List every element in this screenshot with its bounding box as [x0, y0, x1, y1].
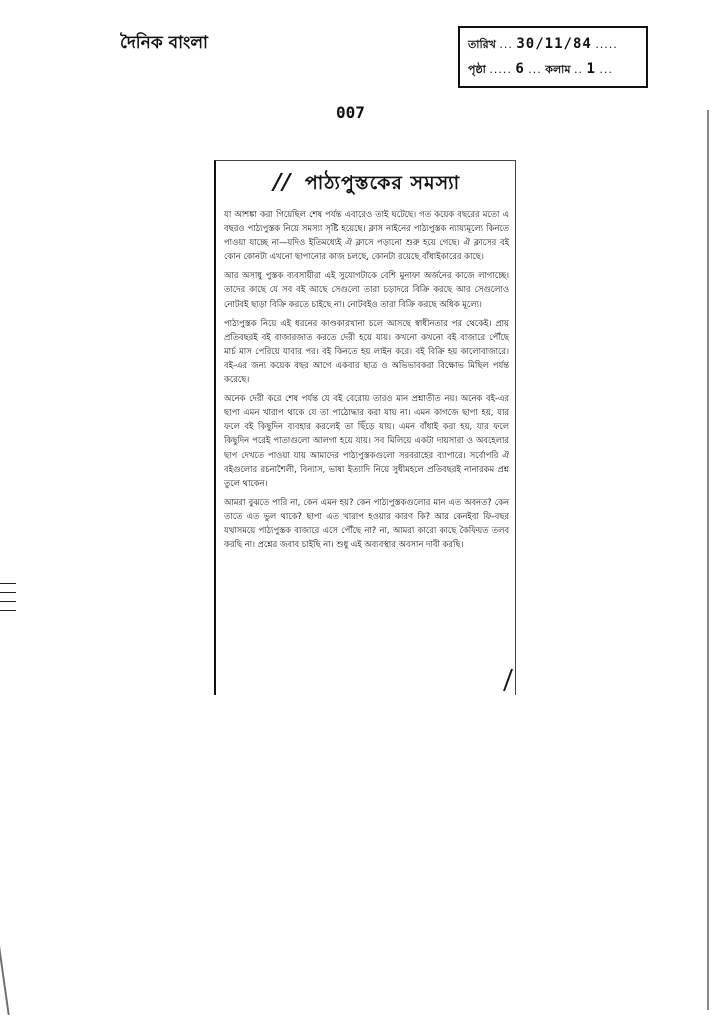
newspaper-name: দৈনিক বাংলা — [120, 33, 208, 53]
clipping-title-row — [224, 169, 509, 201]
clipping-paragraph-2: আর অসাধু পুস্তক ব্যবসায়ীরা এই সুযোগটাকে বেশি মুনাফা অর্জনের কাজে লাগাচ্ছে। তাদের কাছে যে সব বই আছে সেগুলো তারা চড়াদরে বিক্রি করছে আর সেগুলোও নোটবই ছাড়া বিক্রি করতে চাইছে না। নোটবইও তারা বিক্রি করছে অধিক মূল্যে। — [224, 270, 509, 309]
stamp-date-value: 30/11/84 — [516, 36, 592, 52]
stamp-date-row: তারিখ ... 30/11/84 ..... — [468, 36, 618, 52]
scan-edge-smudge — [0, 905, 24, 1015]
stamp-page-row: পৃষ্ঠা ..... 6 ... কলাম .. 1 ... — [468, 61, 613, 77]
newspaper-clipping — [214, 160, 516, 695]
title-slash-mark: // — [270, 170, 294, 195]
date-page-stamp — [458, 26, 648, 88]
stamp-column-label: কলাম — [545, 63, 571, 76]
archive-number: 007 — [336, 103, 365, 122]
stamp-column-value: 1 — [586, 61, 596, 77]
clipping-paragraph-4: অনেক দেরী করে শেষ পর্যন্ত যে বই বেরোয় তারও মান প্রশ্নাতীত নয়। অনেক বই-এর ছাপা এমন খারাপ থাকে যে তা পাঠোদ্ধার করা যায় না। এমন কাগজে ছাপা হয়, যার ফলে বই কিছুদিন ব্যবহার করলেই তা ছিঁড়ে যায়। এমন বাঁধাই করা হয়, যার ফলে কিছুদিন পরেই পাতাগুলো আলগা হয়ে যায়। সব মিলিয়ে একটা দায়সারা ও অবহেলার ছাপ দেখতে পাওয়া যায় আমাদের পাঠ্যপুস্তকগুলো সরবরাহের ব্যাপারে। সর্বোপরি ঐ বইগুলোর রচনাশৈলী, বিন্যাস, ভাষা ইত্যাদি নিয়ে সুধীমহলে প্রতিবছরই নানারকম প্রশ্ন তুলে থাকেন। — [224, 393, 509, 488]
stamp-page-label: পৃষ্ঠা — [468, 63, 486, 76]
scan-margin-marks — [0, 575, 16, 635]
clipping-title: পাঠ্যপুস্তকের সমস্যা — [304, 172, 461, 194]
scan-edge-line — [707, 110, 709, 1010]
clipping-paragraph-3: পাঠ্যপুস্তক নিয়ে এই ধরনের কাণ্ডকারখানা চলে আসছে স্বাধীনতার পর থেকেই। প্রায় প্রতিবছরই বই বাজারজাত করতে দেরী হয়ে যায়। কখনো কখনো বই বাজারে পৌঁছে মার্চ মাস পেরিয়ে যাবার পর। বই কিনতে হয় লাইন করে। বই বিক্রি হয় কালোবাজারে। বই-এর জন্য কয়েক বছর আগে একবার ছাত্র ও অভিভাবকরা বিক্ষোভ মিছিল পর্যন্ত করেছে। — [224, 317, 509, 385]
clipping-end-mark — [493, 669, 513, 691]
clipping-paragraph-5: আমরা বুঝতে পারি না, কেন এমন হয়? কেন পাঠ্যপুস্তকগুলোর মান এত অবনত? কেন তাতে এত ভুল থাকে? ছাপা এত খারাপ হওয়ার কারণ কি? আর কেনইবা ফি-বছর যথাসময়ে পাঠ্যপুস্তক বাজারে এসে পৌঁছে না? না, আমরা কারো কাছে কৈফিয়ত তলব করছি না। প্রশ্নের জবাব চাইছি না। শুধু এই অব্যবস্থার অবসান দাবী করছি। — [224, 496, 509, 550]
stamp-page-value: 6 — [515, 61, 525, 77]
clipping-paragraph-1: যা আশঙ্কা করা গিয়েছিল শেষ পর্যন্ত এবারেও তাই ঘটেছে। গত কয়েক বছরের মতো এ বছরও পাঠ্যপুস্তক নিয়ে সমস্যা সৃষ্টি হয়েছে। ক্লাস নাইনের পাঠ্যপুস্তক ন্যায্যমূল্যে কিনতে পাওয়া যাচ্ছে না—যদিও ইতিমধ্যেই ঐ ক্লাসে পড়ানো শুরু হয়ে গেছে। ঐ ক্লাসের বই কোন কোনটা এখনো ছাপানোর কাজ চলছে, কোনটা রয়েছে বাঁধাইকারের কাছে। — [224, 209, 509, 262]
stamp-date-label: তারিখ — [468, 38, 496, 51]
